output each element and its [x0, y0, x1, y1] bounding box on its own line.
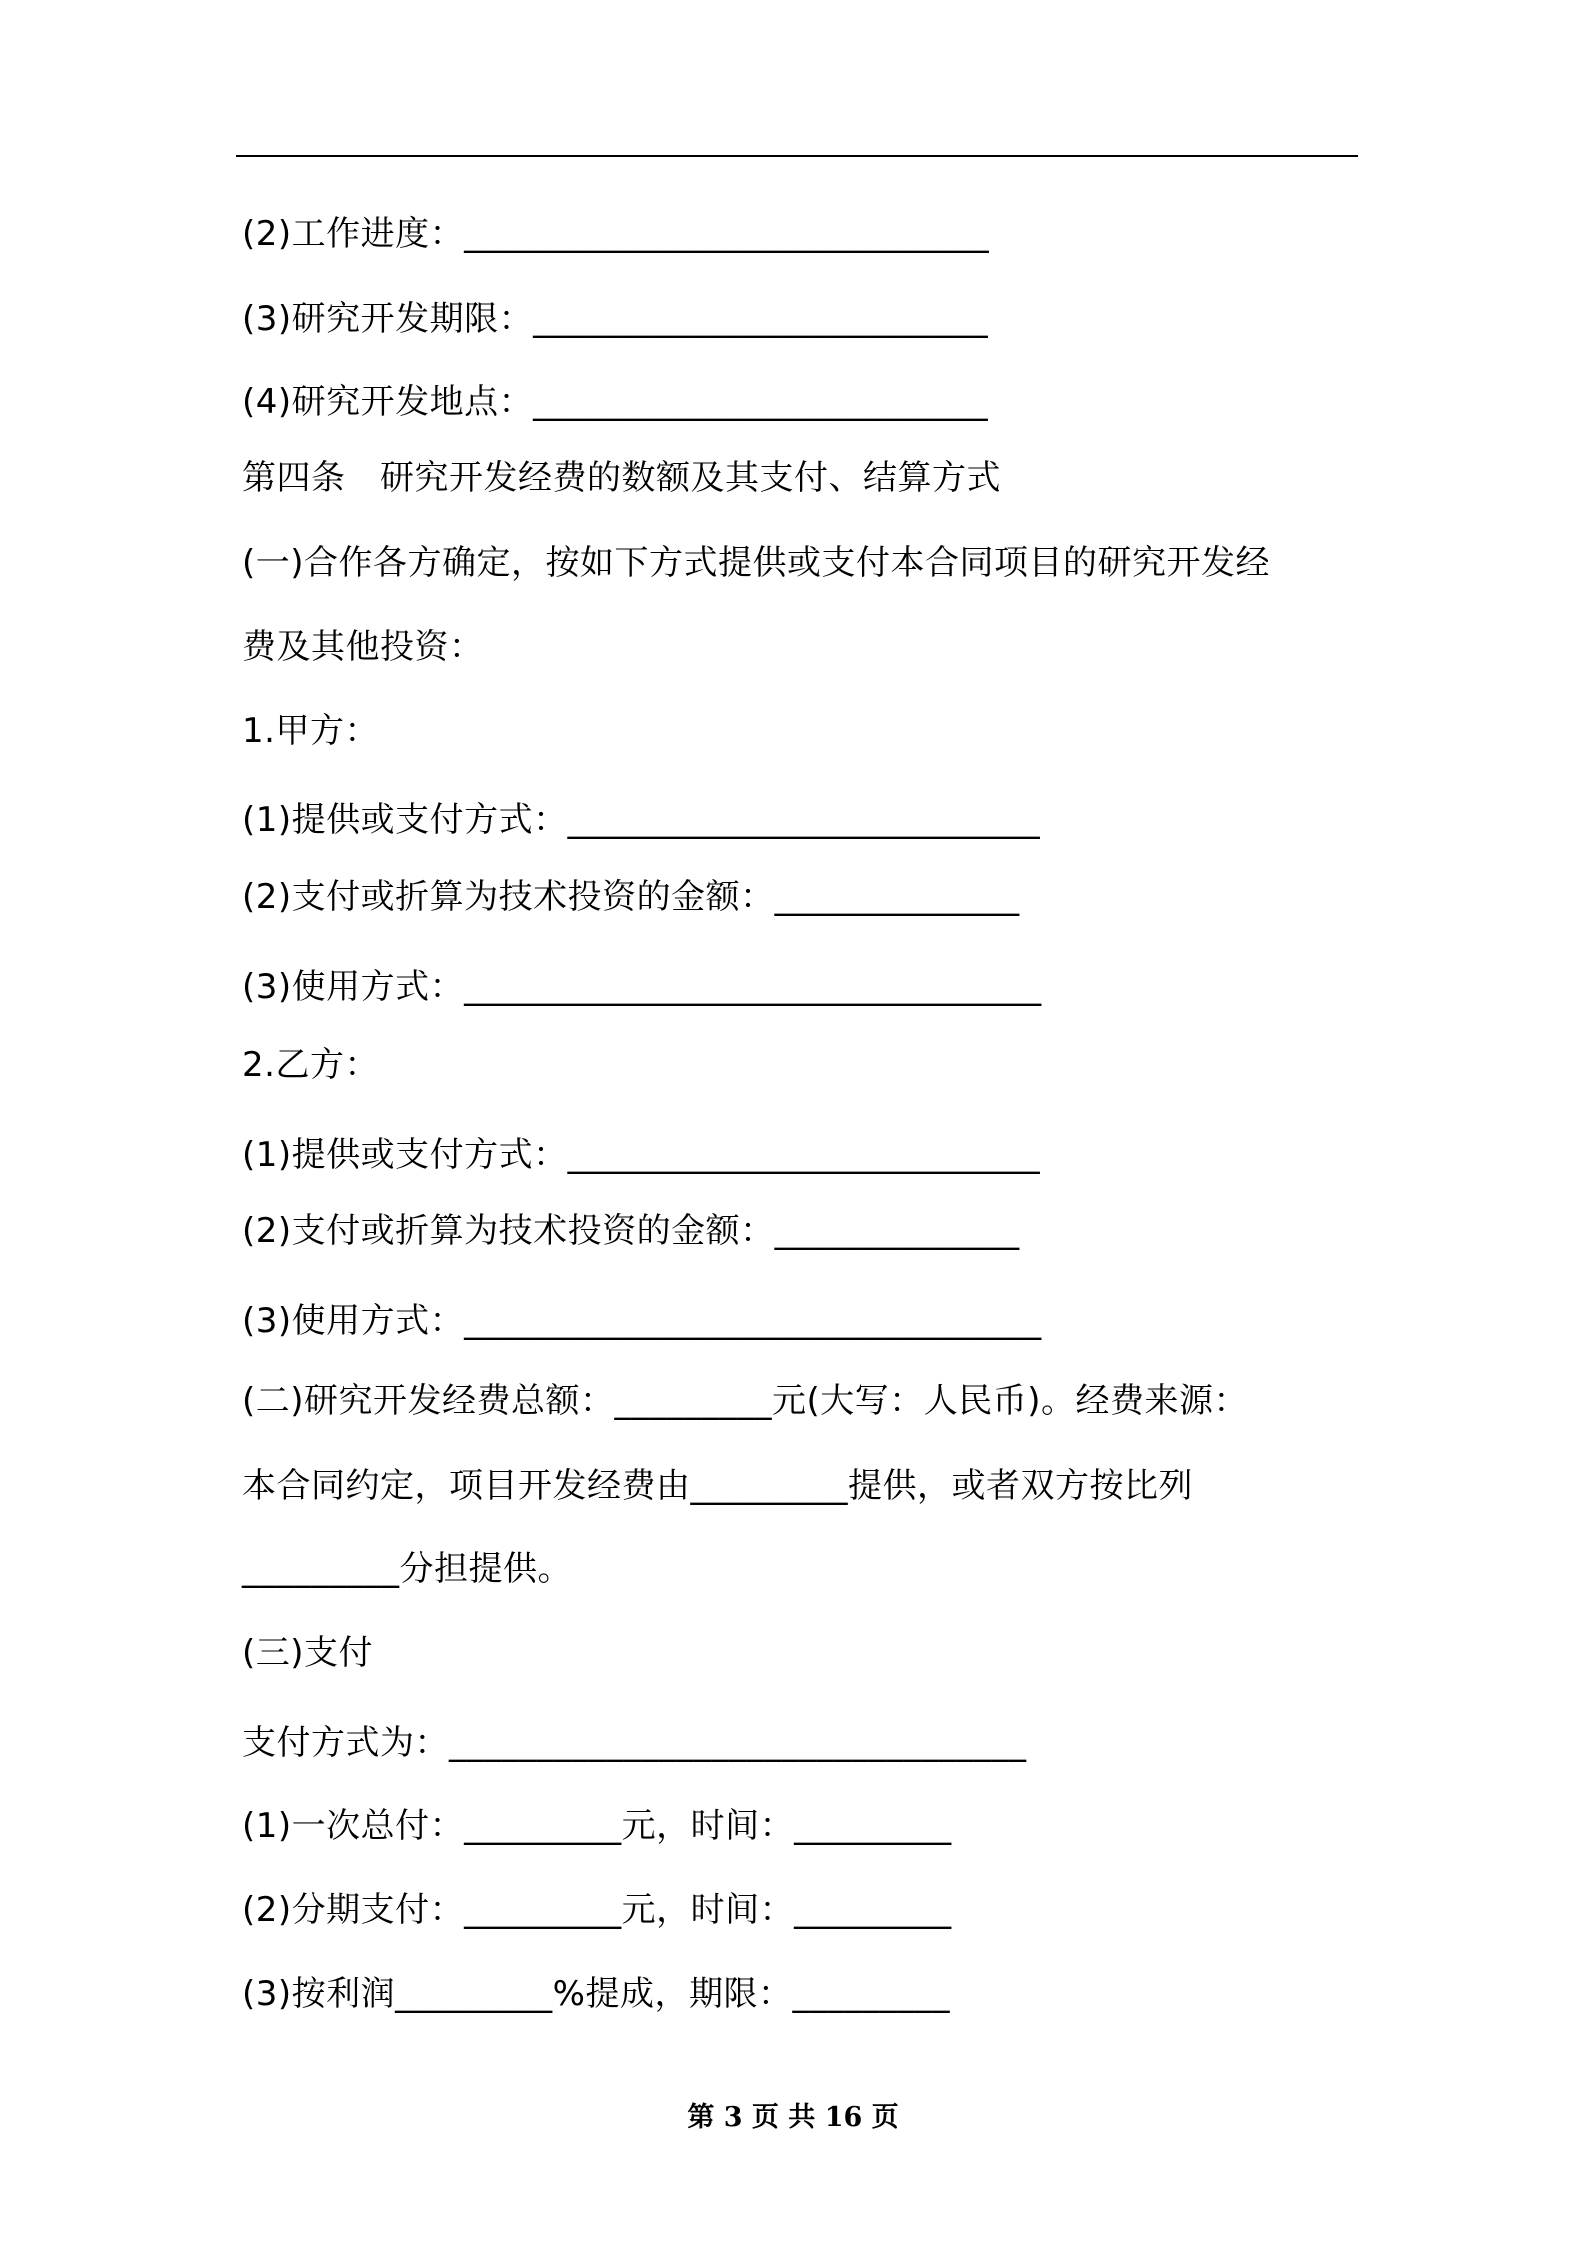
research-period-line: (3)研究开发期限：__________________________: [242, 299, 989, 339]
party-b-payment-method-line: (1)提供或支付方式：___________________________: [242, 1135, 1041, 1175]
payment-method-line: 支付方式为：_________________________________: [242, 1723, 1027, 1763]
party-a-label: 1.甲方：: [242, 711, 379, 751]
section-one-paragraph-line-2: 费及其他投资：: [242, 627, 484, 667]
page-number-footer: 第 3 页 共 16 页: [687, 2102, 899, 2133]
section-three-heading: (三)支付: [242, 1633, 374, 1673]
header-rule: [236, 155, 1358, 157]
funding-source-line-1: 本合同约定，项目开发经费由_________提供，或者双方按比列: [242, 1466, 1193, 1506]
funding-source-line-2: _________分担提供。: [242, 1549, 572, 1589]
party-b-amount-line: (2)支付或折算为技术投资的金额：______________: [242, 1211, 1020, 1251]
total-funding-line: (二)研究开发经费总额：_________元(大写：人民币)。经费来源：: [242, 1381, 1249, 1421]
profit-share-line: (3)按利润_________%提成，期限：_________: [242, 1974, 950, 2014]
party-a-payment-method-line: (1)提供或支付方式：___________________________: [242, 800, 1041, 840]
installment-line: (2)分期支付：_________元，时间：_________: [242, 1890, 952, 1930]
party-b-usage-line: (3)使用方式：_________________________________: [242, 1301, 1042, 1341]
section-one-paragraph-line-1: (一)合作各方确定，按如下方式提供或支付本合同项目的研究开发经: [242, 543, 1271, 583]
work-progress-line: (2)工作进度：______________________________: [242, 214, 990, 254]
article-four-heading: 第四条 研究开发经费的数额及其支付、结算方式: [242, 458, 1001, 498]
party-a-amount-line: (2)支付或折算为技术投资的金额：______________: [242, 877, 1020, 917]
party-b-label: 2.乙方：: [242, 1045, 379, 1085]
research-location-line: (4)研究开发地点：__________________________: [242, 382, 989, 422]
lump-sum-line: (1)一次总付：_________元，时间：_________: [242, 1806, 952, 1846]
party-a-usage-line: (3)使用方式：_________________________________: [242, 967, 1042, 1007]
